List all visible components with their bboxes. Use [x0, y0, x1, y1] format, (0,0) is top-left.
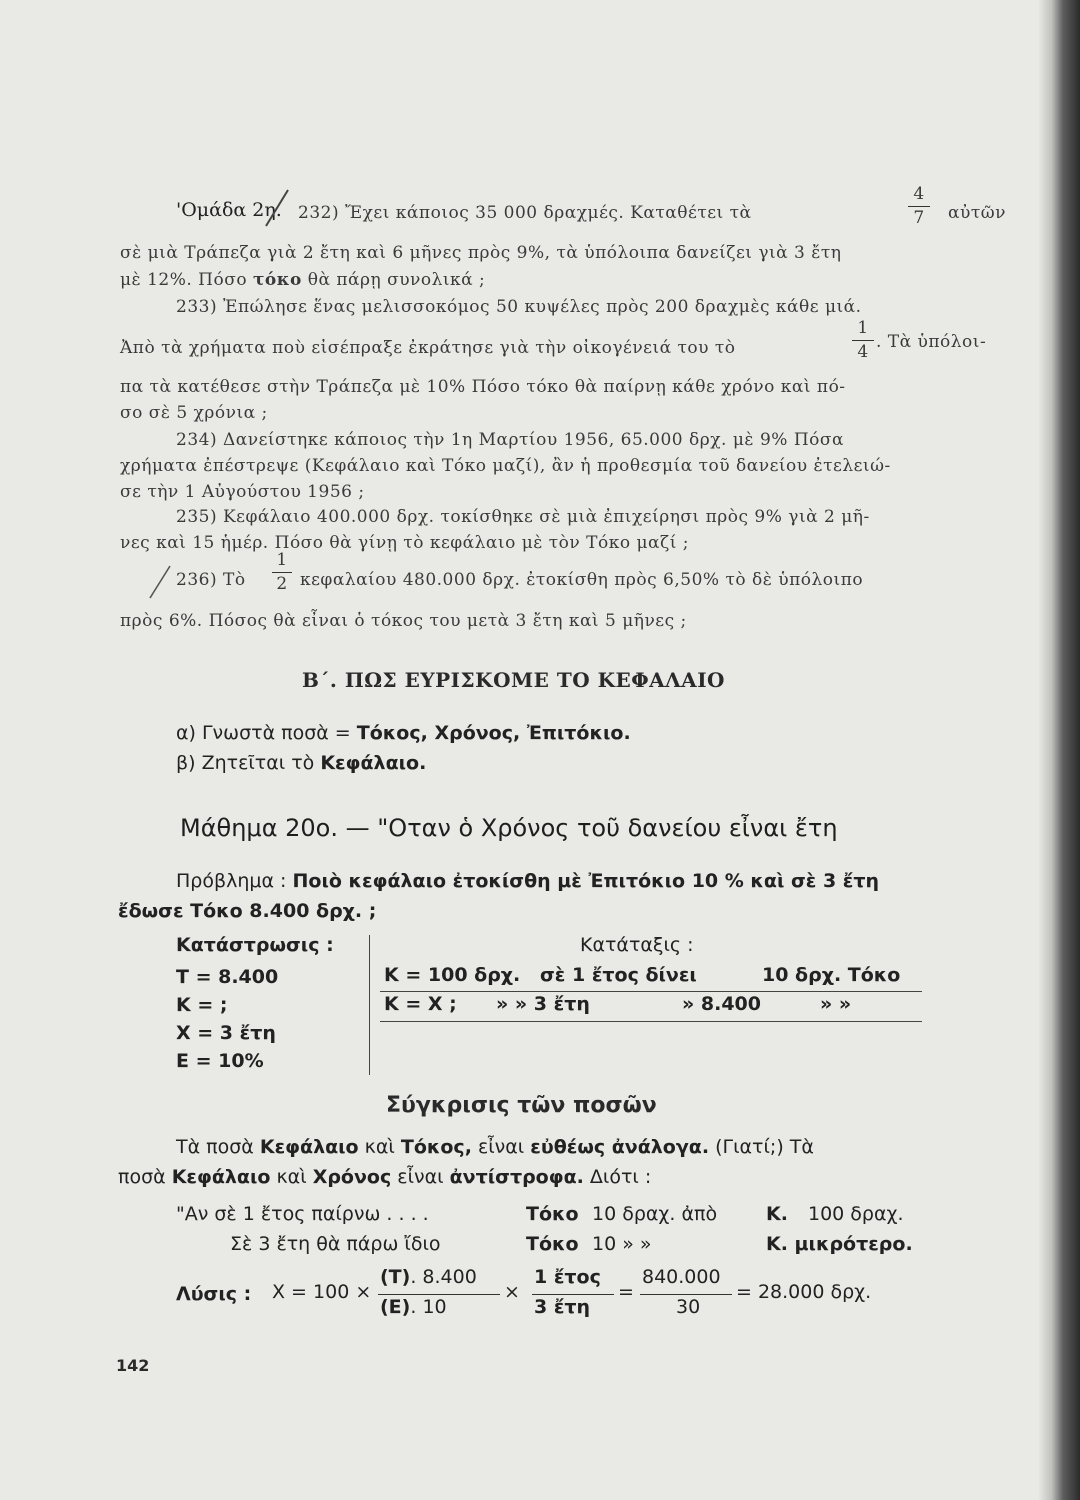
solution-times: ×: [504, 1281, 520, 1303]
text-run: μὲ 12%. Πόσο: [120, 270, 248, 290]
text-bold: Κεφάλαιο.: [320, 752, 427, 774]
fraction-4-7: [908, 186, 930, 227]
exercise-233-line4: σο σὲ 5 χρόνια ;: [120, 403, 268, 423]
exercise-232-line3: [120, 270, 485, 290]
exercise-235-line2: νες καὶ 15 ἡμέρ. Πόσο θὰ γίνῃ τὸ κεφάλαιο μὲ τὸν Τόκο μαζί ;: [120, 533, 690, 553]
frac-num: 4: [913, 184, 925, 204]
text-run: θὰ πάρῃ συνολικά ;: [307, 270, 486, 290]
comparison-l1-d: Κ.: [766, 1203, 788, 1225]
frac-num: 1: [857, 318, 869, 338]
sought-quantity: [176, 752, 426, 774]
lesson-title: [180, 814, 838, 842]
text-run: ποσὰ: [118, 1166, 166, 1188]
solution-f3-den: 30: [676, 1296, 701, 1318]
arrangement-rule: [380, 991, 922, 992]
exercise-234-line2: χρήματα ἐπέστρεψε (Κεφάλαιο καὶ Τόκο μαζί), ἂν ἡ προθεσμία τοῦ δανείου ἐτελειώ-: [120, 456, 891, 476]
comparison-l1-b: Τόκο: [526, 1203, 579, 1225]
comparison-para-line2: [118, 1166, 651, 1188]
layout-row: Κ = ;: [176, 994, 228, 1016]
text-run: (Γιατί;) Τὰ: [715, 1136, 814, 1158]
arrangement-cell: 10 δρχ. Τόκο: [762, 964, 901, 986]
comparison-l2-d: Κ. μικρότερο.: [766, 1233, 913, 1255]
fraction-bar: [378, 1294, 500, 1295]
group-label: 'Ομάδα 2η.: [176, 199, 282, 221]
page-number: 142: [116, 1356, 150, 1375]
solution-f2-num: 1 ἔτος: [534, 1266, 601, 1288]
exercise-236-line2: πρὸς 6%. Πόσος θὰ εἶναι ὁ τόκος του μετὰ 3 ἔτη καὶ 5 μῆνες ;: [120, 611, 687, 631]
arrangement-cell: » 8.400: [682, 993, 761, 1015]
exercise-234-line3: σε τὴν 1 Αὐγούστου 1956 ;: [120, 482, 365, 502]
frac-den: 2: [276, 574, 288, 594]
text-run: Μάθημα 20ο. —: [180, 814, 370, 842]
section-title: Β΄. ΠΩΣ ΕΥΡΙΣΚΟΜΕ ΤΟ ΚΕΦΑΛΑΙΟ: [302, 668, 725, 692]
text-bold: ἀντίστροφα.: [449, 1166, 584, 1188]
exercise-235-line1: 235) Κεφάλαιο 400.000 δρχ. τοκίσθηκε σὲ μιὰ ἐπιχείρησι πρὸς 9% γιὰ 2 μῆ-: [176, 507, 870, 527]
layout-header: Κατάστρωσις :: [176, 934, 334, 956]
text-bold: Κεφάλαιο: [171, 1166, 271, 1188]
fraction-bar: [640, 1294, 732, 1295]
solution-result: = 28.000 δρχ.: [736, 1281, 872, 1303]
solution-lhs: Χ = 100 ×: [272, 1281, 372, 1303]
text-bold: (Ε): [380, 1296, 411, 1318]
solution-label: Λύσις :: [176, 1283, 252, 1305]
arrangement-cell: » » 3 ἔτη: [496, 993, 590, 1015]
problem-line1: [176, 870, 879, 892]
pencil-check-mark: [146, 562, 176, 602]
solution-f3-num: 840.000: [642, 1266, 721, 1288]
text-run: β) Ζητεῖται τὸ: [176, 752, 315, 774]
text-run: εἶναι: [397, 1166, 444, 1188]
fraction-bar: [532, 1294, 614, 1295]
exercise-233-line1: 233) Ἐπώλησε ἕνας μελισσοκόμος 50 κυψέλες πρὸς 200 δραχμὲς κάθε μιά.: [176, 297, 862, 317]
text-bold: Τόκος,: [400, 1136, 472, 1158]
solution-f2-den: 3 ἔτη: [534, 1296, 591, 1318]
text-run: . 8.400: [410, 1266, 477, 1288]
text-bold: Ποιὸ κεφάλαιο ἐτοκίσθη μὲ Ἐπιτόκιο 10 % καὶ σὲ 3 ἔτη: [292, 870, 880, 892]
solution-eq: =: [618, 1281, 634, 1303]
book-spine-shadow: [1052, 0, 1080, 1500]
text-run: εἶναι: [477, 1136, 525, 1158]
arrangement-cell: » »: [820, 993, 852, 1015]
layout-row: Χ = 3 ἔτη: [176, 1022, 276, 1044]
fraction-1-2: [272, 552, 292, 593]
comparison-l2-b: Τόκο: [526, 1233, 579, 1255]
comparison-l2-c: 10 » »: [592, 1233, 652, 1255]
comparison-l1-e: 100 δραχ.: [808, 1203, 904, 1225]
text-run: καὶ: [276, 1166, 307, 1188]
comparison-l1-a: "Αν σὲ 1 ἔτος παίρνω . . . .: [176, 1203, 429, 1225]
text-bold: εὐθέως ἀνάλογα.: [530, 1136, 710, 1158]
known-quantities: [176, 722, 631, 744]
pencil-check-mark: [262, 186, 292, 230]
text-run: καὶ: [364, 1136, 395, 1158]
exercise-236-a: 236) Τὸ: [176, 570, 246, 590]
fraction-1-4: [852, 320, 874, 361]
exercise-233-after: . Τὰ ὑπόλοι-: [876, 332, 987, 352]
text-bold: Κεφάλαιο: [259, 1136, 359, 1158]
arrangement-header: Κατάταξις :: [580, 934, 694, 956]
exercise-232-line2: σὲ μιὰ Τράπεζα γιὰ 2 ἔτη καὶ 6 μῆνες πρὸς 9%, τὰ ὑπόλοιπα δανείζει γιὰ 3 ἔτη: [120, 243, 842, 263]
solution-f1-den: [380, 1296, 447, 1318]
exercise-234-line1: 234) Δανείστηκε κάποιος τὴν 1η Μαρτίου 1956, 65.000 δρχ. μὲ 9% Πόσα: [176, 430, 844, 450]
arrangement-rule: [380, 1021, 922, 1022]
text-bold: τόκο: [252, 270, 302, 290]
frac-den: 7: [913, 208, 925, 228]
exercise-233-line2: Ἀπὸ τὰ χρήματα ποὺ εἰσέπραξε ἐκράτησε γιὰ τὴν οἰκογένειά του τὸ: [120, 338, 736, 358]
layout-row: Ε = 10%: [176, 1050, 264, 1072]
arrangement-cell: Κ = Χ ;: [384, 993, 457, 1015]
problem-line2: ἔδωσε Τόκο 8.400 δρχ. ;: [118, 900, 377, 922]
comparison-title: Σύγκρισις τῶν ποσῶν: [386, 1093, 657, 1118]
problem-label: Πρόβλημα :: [176, 870, 287, 892]
comparison-l2-a: Σὲ 3 ἔτη θὰ πάρω ἴδιο: [230, 1233, 441, 1255]
exercise-232-after: αὐτῶν: [948, 203, 1006, 223]
arrangement-cell: σὲ 1 ἔτος δίνει: [540, 964, 697, 986]
text-run: α) Γνωστὰ ποσὰ =: [176, 722, 351, 744]
text-bold: (Τ): [380, 1266, 411, 1288]
text-bold: Τόκος, Χρόνος, Ἐπιτόκιο.: [356, 722, 631, 744]
exercise-233-line3: πα τὰ κατέθεσε στὴν Τράπεζα μὲ 10% Πόσο τόκο θὰ παίρνῃ κάθε χρόνο καὶ πό-: [120, 377, 846, 397]
frac-num: 1: [276, 550, 288, 570]
comparison-l1-c: 10 δραχ. ἀπὸ: [592, 1203, 718, 1225]
frac-den: 4: [857, 342, 869, 362]
exercise-232-line1: 232) Ἔχει κάποιος 35 000 δραχμές. Καταθέτει τὰ: [298, 203, 752, 223]
layout-row: Τ = 8.400: [176, 966, 279, 988]
text-bold: Χρόνος: [312, 1166, 392, 1188]
text-run: Τὰ ποσὰ: [176, 1136, 254, 1158]
text-run: "Οταν ὁ Χρόνος τοῦ δανείου εἶναι ἔτη: [377, 814, 838, 842]
text-run: . 10: [410, 1296, 447, 1318]
comparison-para-line1: [176, 1136, 814, 1158]
page-edge-shade: [1038, 0, 1052, 1500]
arrangement-cell: Κ = 100 δρχ.: [384, 964, 521, 986]
solution-f1-num: [380, 1266, 477, 1288]
exercise-236-b: κεφαλαίου 480.000 δρχ. ἐτοκίσθη πρὸς 6,50% τὸ δὲ ὑπόλοιπο: [300, 570, 864, 590]
text-run: Διότι :: [589, 1166, 652, 1188]
table-divider: [369, 935, 370, 1075]
